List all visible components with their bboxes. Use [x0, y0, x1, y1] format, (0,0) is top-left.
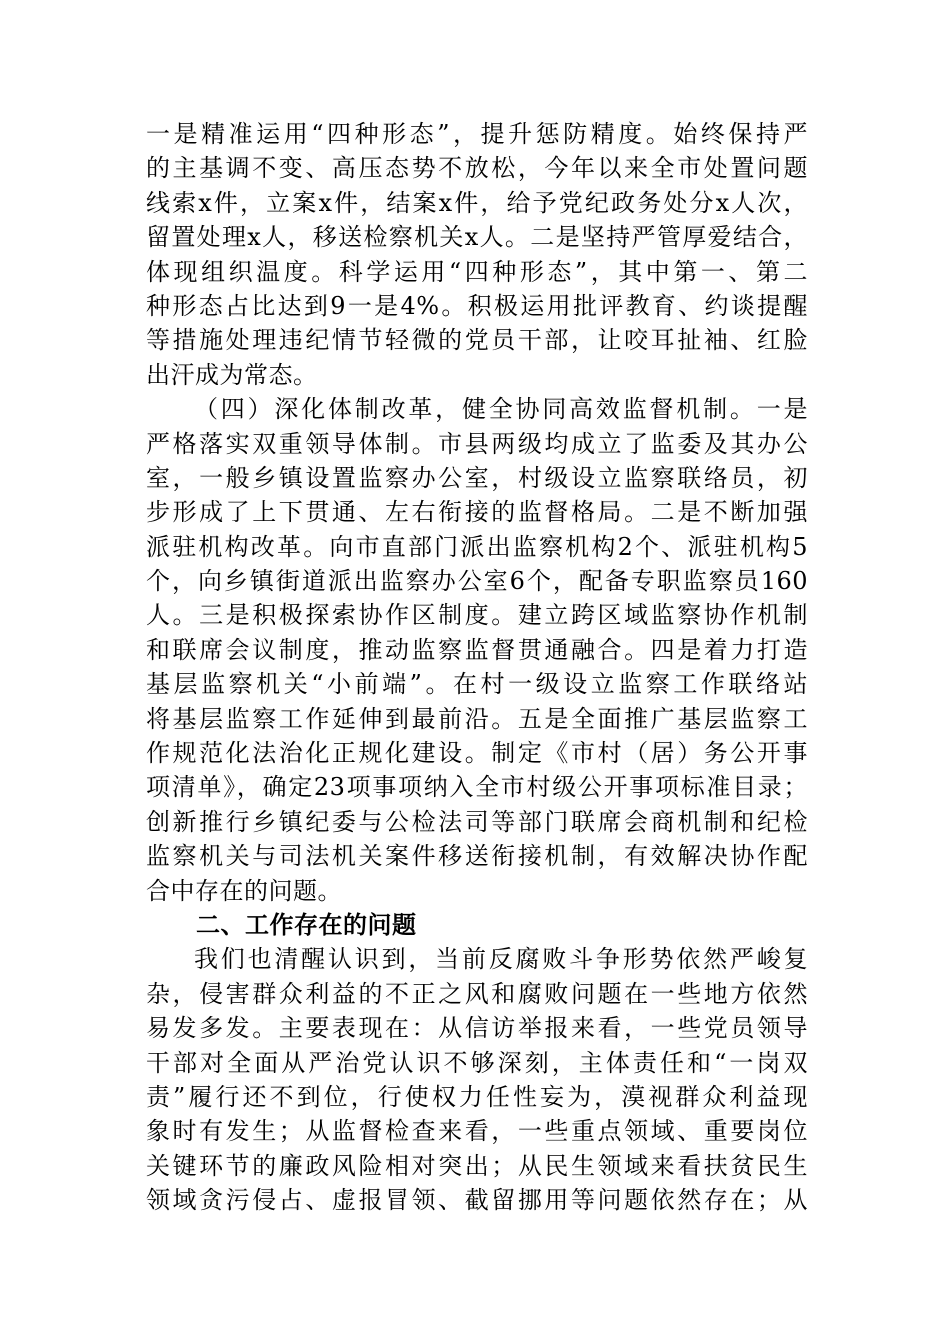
text-line: 将基层监察工作延伸到最前沿。五是全面推广基层监察工: [146, 704, 808, 733]
text-line: 步形成了上下贯通、左右衔接的监督格局。二是不断加强: [146, 498, 808, 527]
text-line: 项清单》，确定23项事项纳入全市村级公开事项标准目录；: [146, 773, 808, 802]
paragraph-2: [146, 392, 808, 908]
text-line: 责”履行还不到位，行使权力任性妄为，漠视群众利益现: [146, 1082, 808, 1111]
text-line: 关键环节的廉政风险相对突出；从民生领域来看扶贫民生: [146, 1151, 808, 1180]
text-line: 我们也清醒认识到，当前反腐败斗争形势依然严峻复: [194, 945, 808, 974]
text-line: 严格落实双重领导体制。市县两级均成立了监委及其办公: [146, 429, 808, 458]
text-line: 领域贪污侵占、虚报冒领、截留挪用等问题依然存在；从: [146, 1186, 808, 1215]
text-line: 出汗成为常态。: [146, 360, 318, 389]
text-line: 个，向乡镇街道派出监察办公室6个，配备专职监察员160: [146, 567, 808, 596]
text-line: 创新推行乡镇纪委与公检法司等部门联席会商机制和纪检: [146, 807, 808, 836]
text-line: 基层监察机关“小前端”。在村一级设立监察工作联络站: [146, 670, 808, 699]
text-line: 室，一般乡镇设置监察办公室，村级设立监察联络员，初: [146, 463, 808, 492]
text-line: 一是精准运用“四种形态”，提升惩防精度。始终保持严: [146, 120, 808, 148]
text-line: 干部对全面从严治党认识不够深刻，主体责任和“一岗双: [146, 1048, 808, 1077]
text-line: 象时有发生；从监督检查来看，一些重点领域、重要岗位: [146, 1117, 808, 1146]
document-page: [146, 117, 808, 1218]
text-line: 易发多发。主要表现在：从信访举报来看，一些党员领导: [146, 1014, 808, 1043]
text-line: 等措施处理违纪情节轻微的党员干部，让咬耳扯袖、红脸: [146, 326, 808, 355]
text-line: 人。三是积极探索协作区制度。建立跨区域监察协作机制: [146, 601, 808, 630]
text-line: 体现组织温度。科学运用“四种形态”，其中第一、第二: [146, 257, 808, 286]
section-heading: 二、工作存在的问题: [196, 910, 417, 939]
text-line: 种形态占比达到9一是4%。积极运用批评教育、约谈提醒: [146, 291, 808, 320]
text-line: 的主基调不变、高压态势不放松，今年以来全市处置问题: [146, 154, 808, 183]
text-line: 合中存在的问题。: [146, 876, 342, 905]
text-line: 和联席会议制度，推动监察监督贯通融合。四是着力打造: [146, 635, 808, 664]
text-line: 留置处理x人，移送检察机关x人。二是坚持严管厚爱结合，: [146, 223, 808, 252]
text-line: 作规范化法治化正规化建设。制定《市村（居）务公开事: [146, 739, 808, 768]
text-line: （四）深化体制改革，健全协同高效监督机制。一是: [194, 395, 808, 424]
paragraph-3: [146, 942, 808, 1217]
text-line: 派驻机构改革。向市直部门派出监察机构2个、派驻机构5: [146, 532, 808, 561]
paragraph-1: [146, 117, 808, 392]
text-line: 线索x件，立案x件，结案x件，给予党纪政务处分x人次，: [146, 188, 808, 217]
text-line: 监察机关与司法机关案件移送衔接机制，有效解决协作配: [146, 842, 808, 871]
text-line: 杂，侵害群众利益的不正之风和腐败问题在一些地方依然: [146, 979, 808, 1008]
